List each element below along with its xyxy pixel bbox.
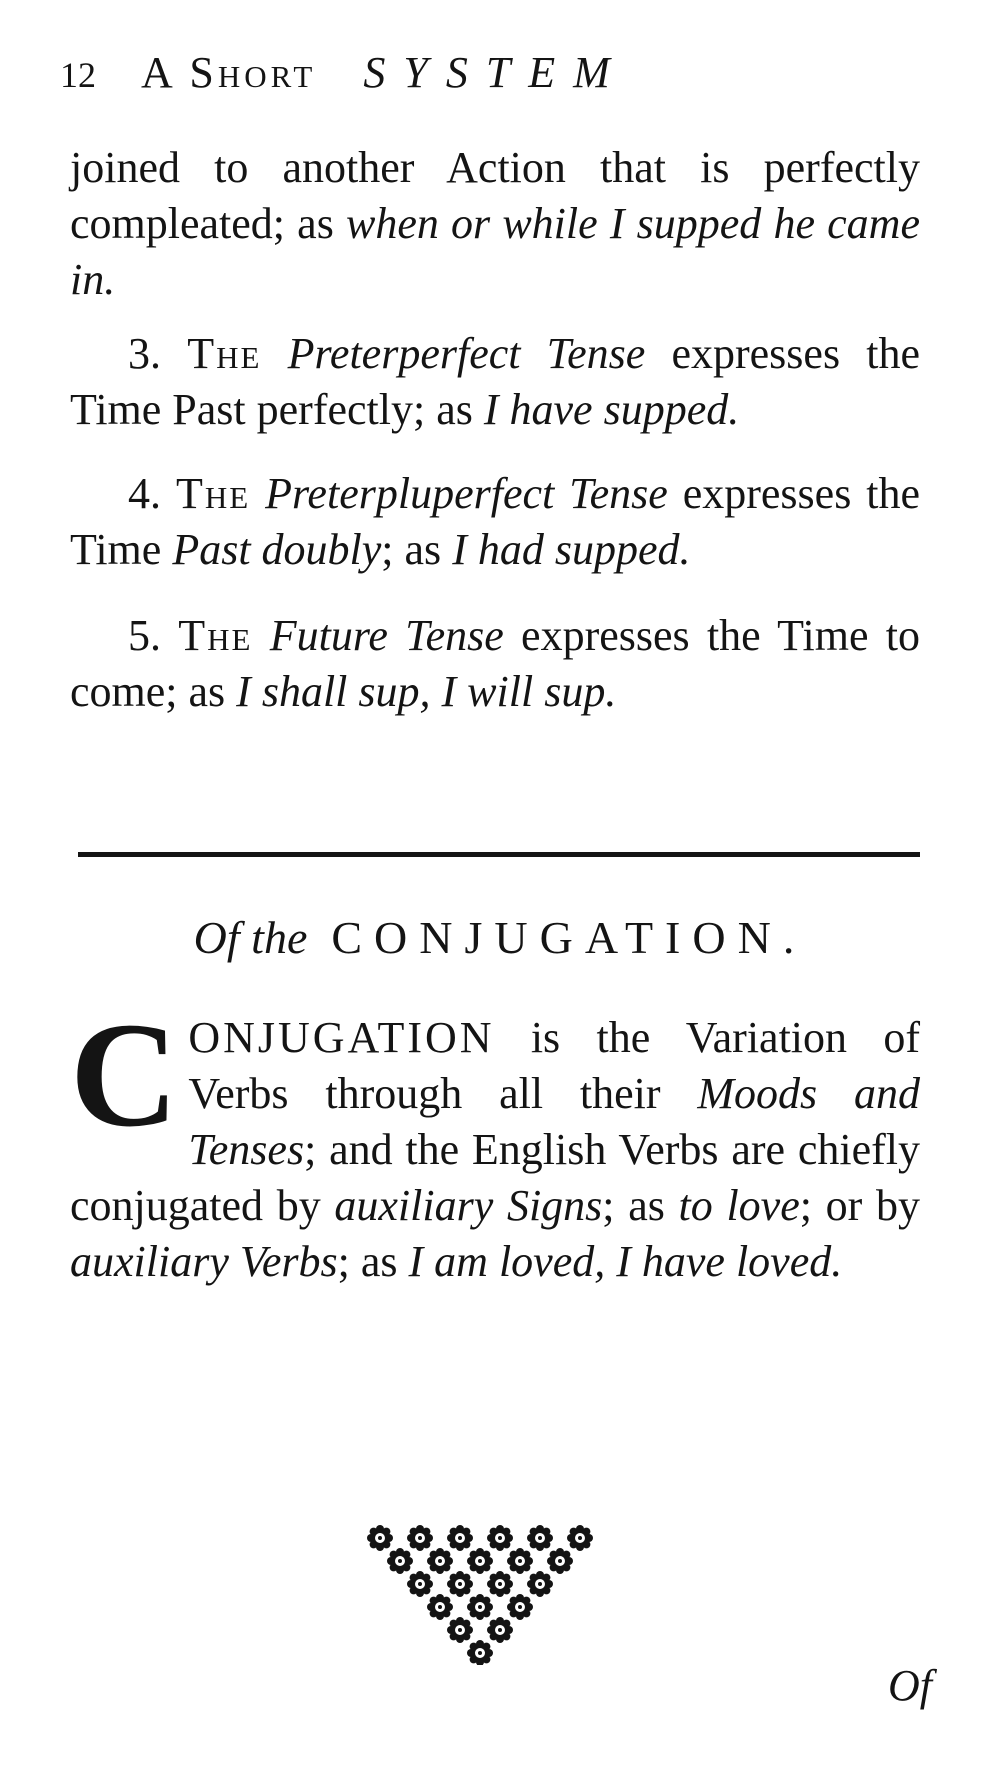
text-run: ; as: [602, 1181, 679, 1230]
heading-prefix: Of the: [193, 912, 308, 963]
fleuron-icon: [427, 1548, 453, 1574]
italic-term: Moods and Tenses: [188, 1069, 920, 1174]
fleuron-icon: [367, 1525, 393, 1551]
running-header: [60, 38, 860, 108]
fleuron-icon: [467, 1548, 493, 1574]
text-run: expresses the Time Past perfectly; as: [70, 329, 921, 434]
drop-cap: C: [70, 992, 179, 1158]
fleuron-icon: [487, 1617, 513, 1643]
small-caps-lead: The: [175, 469, 251, 518]
fleuron-icon: [507, 1594, 533, 1620]
header-title-part1: A Short: [141, 48, 317, 97]
fleuron-icon: [467, 1640, 493, 1665]
text-run: ; and the English Verbs are chiefly conjugated by: [70, 1125, 920, 1230]
lead-caps: ONJUGATION: [188, 1013, 495, 1062]
text-run: is the Variation of Verbs through all their: [188, 1013, 920, 1118]
fleuron-icon: [487, 1571, 513, 1597]
italic-term: Preterpluperfect Tense: [250, 469, 668, 518]
paragraph-text: [70, 466, 920, 578]
paragraph-text: [70, 608, 920, 720]
fleuron-icon: [467, 1594, 493, 1620]
small-caps-lead: The: [187, 329, 262, 378]
paragraph-number: 5.: [128, 611, 179, 660]
paragraph-text: [70, 992, 920, 1290]
italic-example: I have supped.: [483, 385, 740, 434]
italic-example: I am loved, I have loved.: [408, 1237, 843, 1286]
page-number: 12: [60, 55, 96, 95]
fleuron-icon: [407, 1571, 433, 1597]
italic-example: to love: [678, 1181, 800, 1230]
fleuron-icon: [507, 1548, 533, 1574]
fleuron-icon: [447, 1525, 473, 1551]
text-run: expresses the Time: [70, 469, 921, 574]
italic-example: I shall sup, I will sup.: [236, 667, 617, 716]
paragraph-preterperfect: [70, 326, 920, 438]
text-run: ; or by: [799, 1181, 920, 1230]
italic-example: I had supped.: [452, 525, 691, 574]
italic-term: auxiliary Verbs: [70, 1237, 338, 1286]
catchword: Of: [888, 1661, 932, 1710]
heading-title: CONJUGATION.: [331, 912, 807, 963]
header-title-part2: SYSTEM: [363, 48, 628, 97]
conjugation-paragraph: [70, 992, 920, 1290]
fleuron-icon: [527, 1571, 553, 1597]
fleuron-icon: [567, 1525, 593, 1551]
paragraph-text: [70, 326, 920, 438]
text-run: expresses the Time to come; as: [70, 611, 920, 716]
italic-term: Past doubly: [172, 525, 382, 574]
fleuron-icon: [447, 1571, 473, 1597]
italic-term: Future Tense: [252, 611, 504, 660]
floral-fleuron-triangle-icon: [340, 1525, 620, 1665]
fleuron-icon: [547, 1548, 573, 1574]
text-run: ; as: [381, 525, 453, 574]
section-rule: [78, 852, 920, 857]
paragraph-preterpluperfect: [70, 466, 920, 578]
paragraph-text: [70, 140, 920, 308]
fleuron-icon: [427, 1594, 453, 1620]
fleuron-icon: [487, 1525, 513, 1551]
fleuron-icon: [527, 1525, 553, 1551]
small-caps-lead: The: [178, 611, 253, 660]
continued-paragraph: [70, 140, 920, 308]
text-run: joined to another Action that is perfectly compleated; as: [70, 143, 920, 248]
fleuron-icon: [407, 1525, 433, 1551]
text-run: ; as: [337, 1237, 409, 1286]
italic-term: auxiliary Signs: [334, 1181, 603, 1230]
italic-example: when or while I supped he came in.: [70, 199, 920, 304]
italic-term: Preterperfect Tense: [261, 329, 646, 378]
fleuron-icon: [447, 1617, 473, 1643]
paragraph-number: 4.: [128, 469, 176, 518]
fleuron-icon: [387, 1548, 413, 1574]
paragraph-number: 3.: [128, 329, 188, 378]
section-heading: [0, 908, 1000, 968]
paragraph-future: [70, 608, 920, 720]
